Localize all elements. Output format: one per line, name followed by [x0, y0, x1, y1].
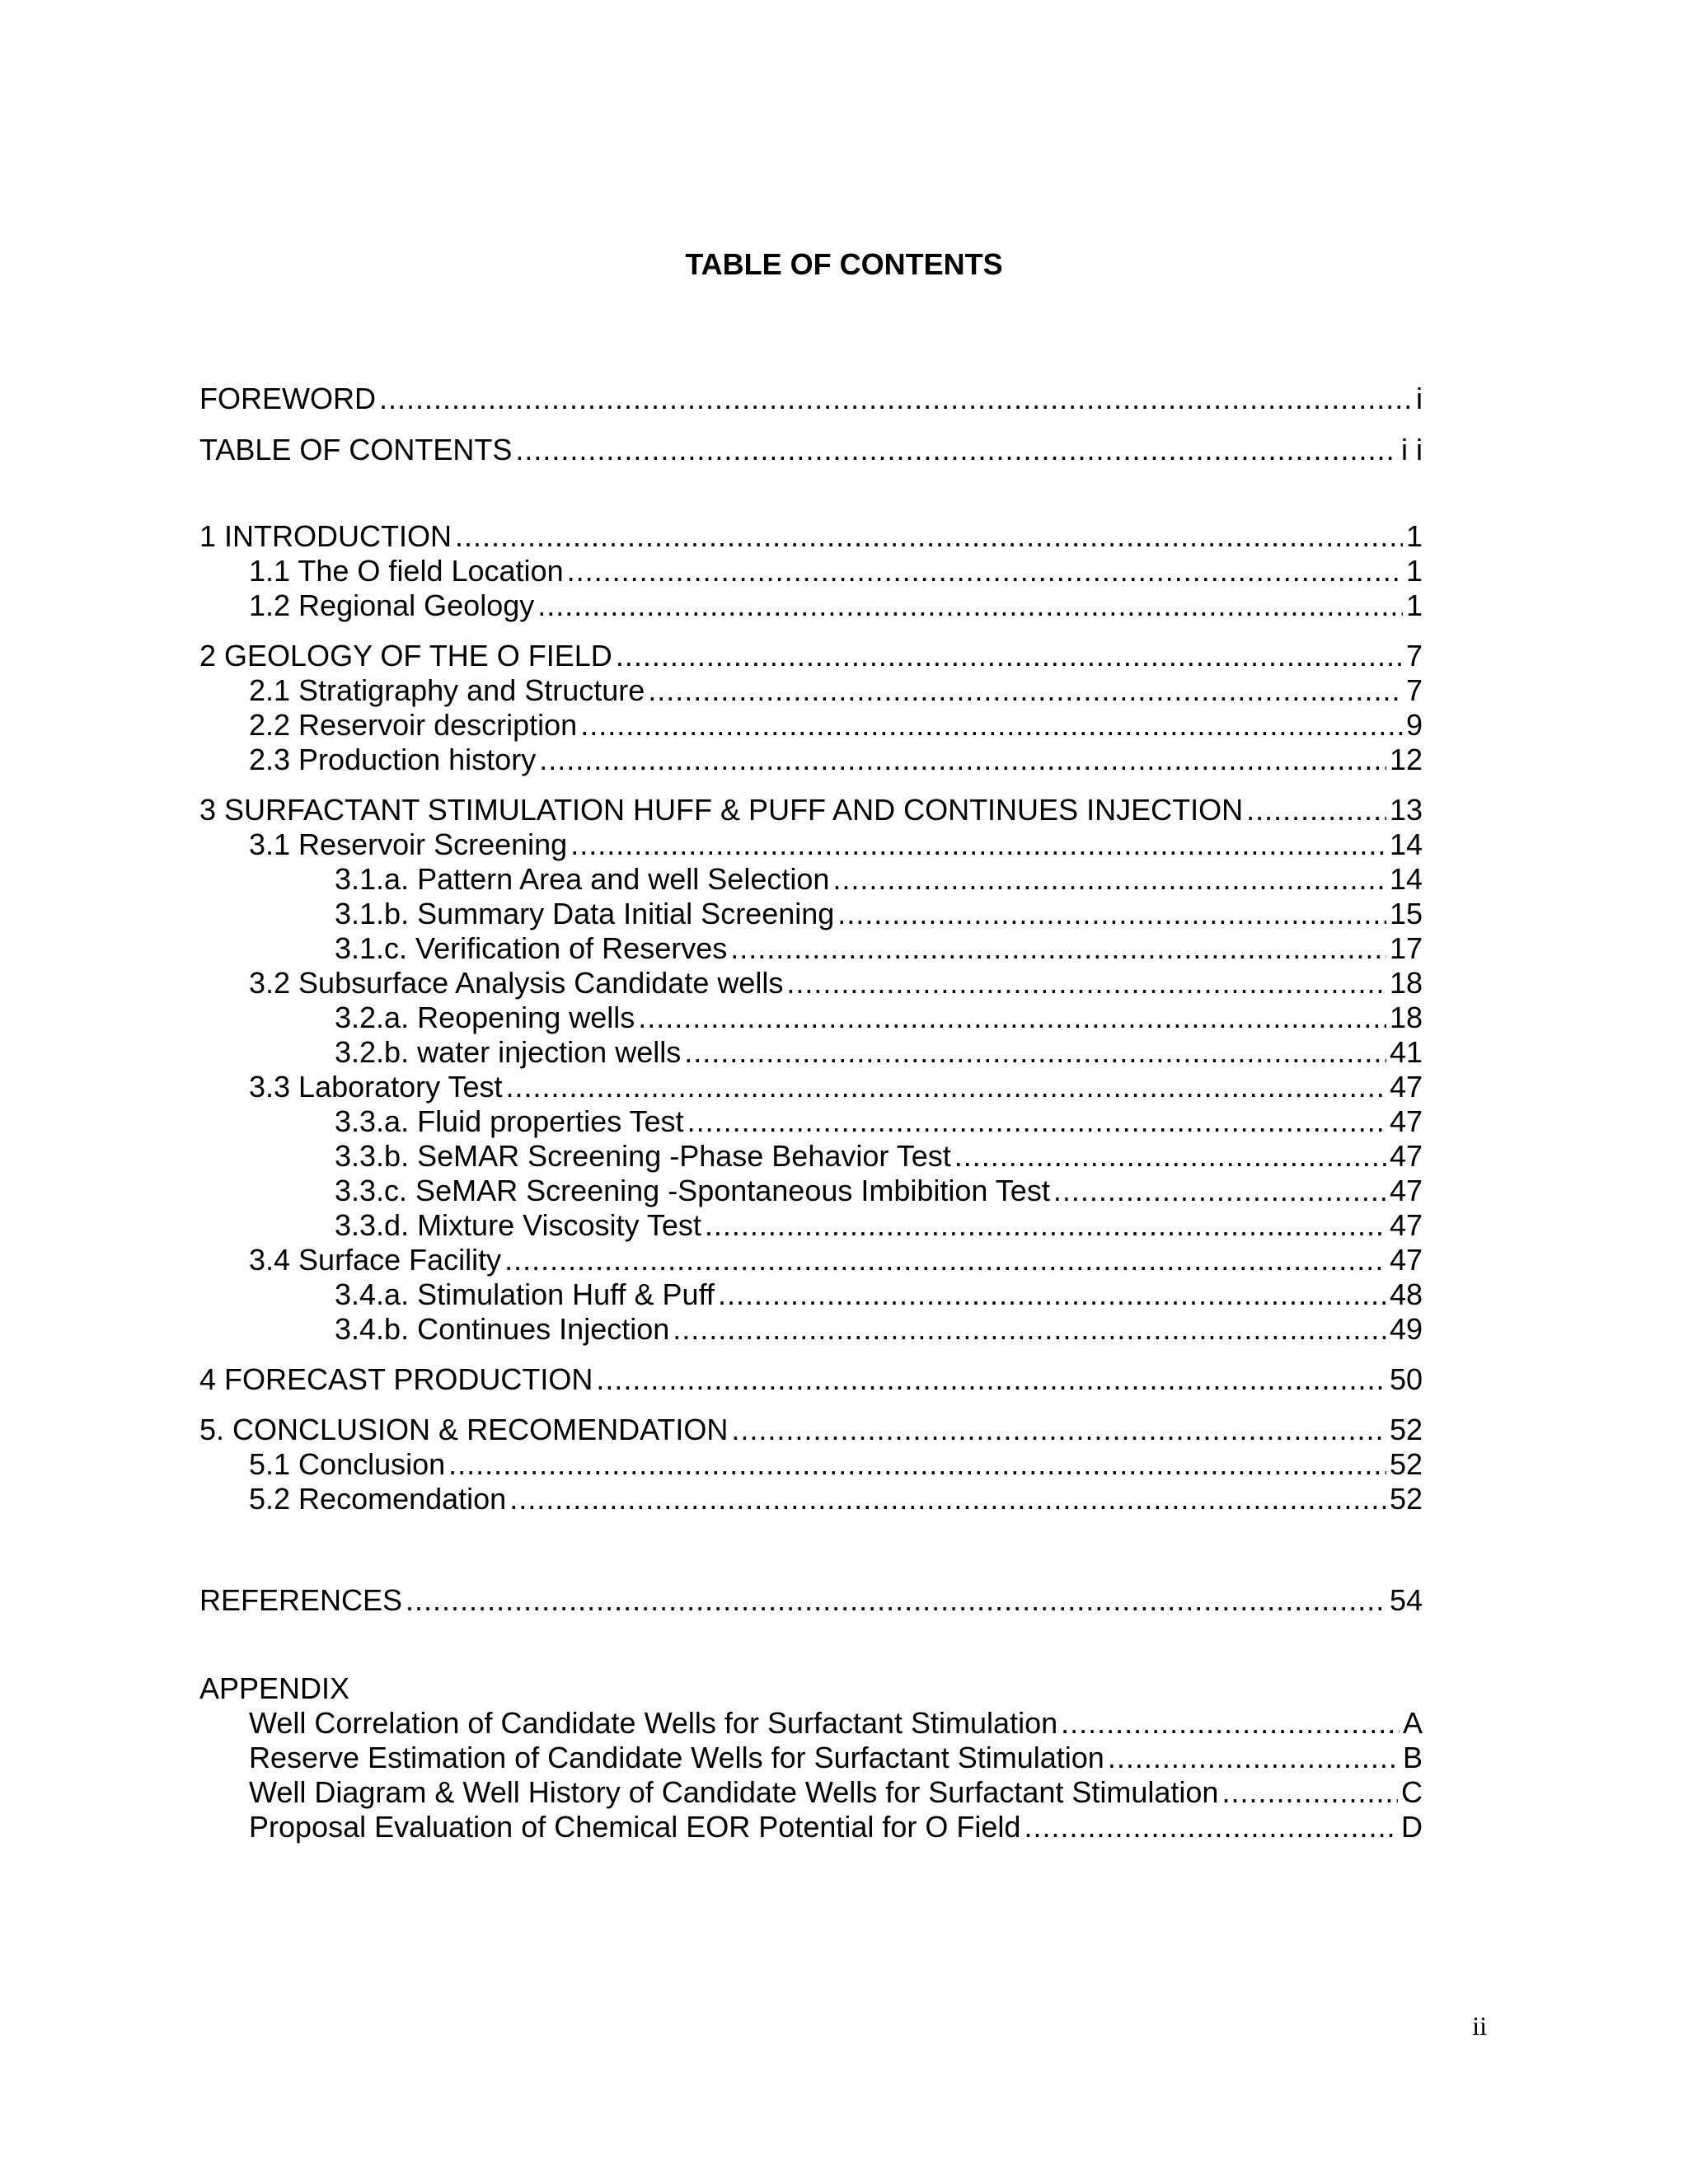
dot-leader [731, 1413, 1386, 1447]
toc-entry-geology[interactable] [199, 639, 1423, 673]
appendix-item-b[interactable] [249, 1741, 1423, 1775]
toc-entry-table-of-contents[interactable] [199, 433, 1423, 467]
toc-entry-page: 52 [1389, 1482, 1423, 1516]
toc-entry-label: 2.3 Production history [249, 743, 537, 776]
toc-entry-page: 48 [1389, 1277, 1423, 1311]
toc-entry-label: 4 FORECAST PRODUCTION [199, 1362, 593, 1396]
toc-entry-label: 5. CONCLUSION & RECOMENDATION [199, 1413, 729, 1446]
appendix-item-page: D [1401, 1810, 1423, 1844]
toc-entry-3-4-a[interactable] [335, 1277, 1423, 1312]
dot-leader [455, 519, 1403, 554]
toc-entry-label: 3.3.c. SeMAR Screening -Spontaneous Imbibition Test [335, 1174, 1050, 1207]
dot-leader [448, 1447, 1386, 1482]
appendix-item-page: C [1401, 1775, 1423, 1809]
dot-leader [705, 1208, 1386, 1243]
toc-entry-page: 41 [1389, 1035, 1423, 1069]
toc-entry-page: 52 [1389, 1413, 1423, 1446]
table-of-contents [199, 0, 1423, 1978]
toc-entry-page: 13 [1389, 793, 1423, 827]
dot-leader [504, 1243, 1386, 1277]
toc-entry-label: 3.4.a. Stimulation Huff & Puff [335, 1277, 715, 1311]
appendix-item-label: Well Diagram & Well History of Candidate Wells for Surfactant Stimulation [249, 1775, 1219, 1809]
toc-entry-3-2[interactable] [249, 966, 1423, 1001]
toc-entry-page: 7 [1405, 639, 1423, 673]
toc-entry-label: FOREWORD [199, 382, 376, 415]
toc-entry-page: 1 [1405, 519, 1423, 553]
dot-leader [1108, 1741, 1400, 1775]
toc-entry-label: 3.2.a. Reopening wells [335, 1001, 635, 1034]
appendix-item-label: Well Correlation of Candidate Wells for Surfactant Stimulation [249, 1706, 1058, 1740]
toc-entry-page: 12 [1389, 743, 1423, 776]
dot-leader [673, 1312, 1386, 1347]
dot-leader [616, 639, 1403, 673]
toc-entry-label: 2.1 Stratigraphy and Structure [249, 673, 645, 707]
toc-entry-3-1[interactable] [249, 827, 1423, 862]
toc-entry-label: 3.4 Surface Facility [249, 1243, 502, 1277]
toc-entry-3-3-a[interactable] [335, 1104, 1423, 1139]
dot-leader [570, 827, 1386, 862]
dot-leader [648, 673, 1403, 708]
toc-entry-label: 3 SURFACTANT STIMULATION HUFF & PUFF AND CONTINUES INJECTION [199, 793, 1244, 827]
toc-entry-label: 3.3.d. Mixture Viscosity Test [335, 1208, 701, 1242]
toc-entry-label: REFERENCES [199, 1583, 403, 1617]
dot-leader [1221, 1775, 1398, 1810]
appendix-item-label: Proposal Evaluation of Chemical EOR Potential for O Field [249, 1810, 1021, 1844]
dot-leader [684, 1035, 1386, 1070]
toc-entry-surfactant[interactable] [199, 793, 1423, 827]
toc-entry-page: 49 [1389, 1312, 1423, 1346]
page-title: TABLE OF CONTENTS [685, 247, 1003, 281]
dot-leader [596, 1362, 1386, 1397]
toc-entry-3-1-b[interactable] [335, 897, 1423, 931]
toc-entry-page: 7 [1405, 673, 1423, 707]
dot-leader [718, 1277, 1386, 1312]
toc-entry-label: 2.2 Reservoir description [249, 708, 578, 742]
toc-entry-page: 52 [1389, 1447, 1423, 1481]
dot-leader [539, 743, 1386, 777]
appendix-item-c[interactable] [249, 1775, 1423, 1810]
dot-leader [580, 708, 1403, 743]
toc-entry-foreword[interactable] [199, 382, 1423, 416]
toc-entry-label: 2 GEOLOGY OF THE O FIELD [199, 639, 612, 673]
toc-entry-references[interactable] [199, 1583, 1423, 1618]
toc-entry-2-1[interactable] [249, 673, 1423, 708]
toc-entry-label: 1.2 Regional Geology [249, 588, 535, 622]
toc-entry-3-3-d[interactable] [335, 1208, 1423, 1243]
toc-entry-3-3-b[interactable] [335, 1139, 1423, 1174]
dot-leader [509, 1482, 1386, 1516]
dot-leader [379, 382, 1413, 416]
toc-entry-conclusion[interactable] [199, 1413, 1423, 1447]
toc-entry-page: 17 [1389, 931, 1423, 965]
dot-leader [832, 862, 1386, 897]
toc-entry-page: 47 [1389, 1104, 1423, 1138]
toc-entry-label: 3.1.a. Pattern Area and well Selection [335, 862, 830, 896]
toc-entry-5-2[interactable] [249, 1482, 1423, 1516]
toc-entry-3-4[interactable] [249, 1243, 1423, 1277]
toc-entry-label: 5.1 Conclusion [249, 1447, 446, 1481]
toc-entry-page: i [1416, 382, 1423, 415]
toc-entry-3-1-c[interactable] [335, 931, 1423, 966]
toc-entry-page: 47 [1389, 1070, 1423, 1104]
toc-entry-page: 14 [1389, 862, 1423, 896]
toc-entry-page: 54 [1389, 1583, 1423, 1617]
dot-leader [638, 1001, 1386, 1035]
appendix-item-d[interactable] [249, 1810, 1423, 1844]
toc-entry-page: 47 [1389, 1139, 1423, 1173]
toc-entry-page: i i [1401, 433, 1423, 466]
dot-leader [1246, 793, 1386, 827]
toc-entry-label: 3.3.a. Fluid properties Test [335, 1104, 684, 1138]
toc-entry-label: 3.3.b. SeMAR Screening -Phase Behavior Test [335, 1139, 951, 1173]
toc-entry-label: 3.2.b. water injection wells [335, 1035, 682, 1069]
toc-entry-3-2-b[interactable] [335, 1035, 1423, 1070]
dot-leader [1024, 1810, 1398, 1844]
toc-entry-page: 47 [1389, 1208, 1423, 1242]
toc-entry-label: 3.3 Laboratory Test [249, 1070, 503, 1104]
toc-entry-page: 1 [1405, 588, 1423, 622]
dot-leader [567, 554, 1403, 588]
toc-entry-1-1[interactable] [249, 554, 1423, 588]
dot-leader [837, 897, 1386, 931]
toc-entry-label: 5.2 Recomendation [249, 1482, 507, 1516]
toc-entry-page: 14 [1389, 827, 1423, 861]
toc-entry-label: 1 INTRODUCTION [199, 519, 452, 553]
appendix-item-page: A [1402, 1706, 1423, 1740]
toc-entry-page: 18 [1389, 966, 1423, 1000]
dot-leader [506, 1070, 1386, 1104]
dot-leader [406, 1583, 1386, 1618]
toc-entry-2-2[interactable] [249, 708, 1423, 743]
toc-entry-1-2[interactable] [249, 588, 1423, 623]
appendix-item-label: Reserve Estimation of Candidate Wells for Surfactant Stimulation [249, 1741, 1104, 1774]
toc-entry-page: 1 [1405, 554, 1423, 588]
toc-entry-3-3-c[interactable] [335, 1174, 1423, 1208]
toc-entry-page: 15 [1389, 897, 1423, 930]
toc-entry-label: 1.1 The O field Location [249, 554, 564, 588]
toc-entry-forecast[interactable] [199, 1362, 1423, 1397]
dot-leader [954, 1139, 1386, 1174]
appendix-item-a[interactable] [249, 1706, 1423, 1741]
toc-entry-introduction[interactable] [199, 519, 1423, 554]
dot-leader [786, 966, 1386, 1001]
dot-leader [730, 931, 1386, 966]
toc-entry-label: 3.2 Subsurface Analysis Candidate wells [249, 966, 784, 1000]
toc-entry-3-2-a[interactable] [335, 1001, 1423, 1035]
page-number: ii [1472, 2011, 1487, 2041]
toc-entry-3-3[interactable] [249, 1070, 1423, 1104]
toc-entry-page: 47 [1389, 1243, 1423, 1277]
toc-entry-page: 47 [1389, 1174, 1423, 1207]
dot-leader [1061, 1706, 1400, 1741]
toc-entry-3-1-a[interactable] [335, 862, 1423, 897]
toc-entry-2-3[interactable] [249, 743, 1423, 777]
dot-leader [537, 588, 1403, 623]
toc-entry-5-1[interactable] [249, 1447, 1423, 1482]
toc-entry-3-4-b[interactable] [335, 1312, 1423, 1347]
toc-entry-label: 3.1 Reservoir Screening [249, 827, 568, 861]
appendix-item-page: B [1402, 1741, 1423, 1774]
toc-entry-page: 18 [1389, 1001, 1423, 1034]
toc-entry-page: 50 [1389, 1362, 1423, 1396]
toc-entry-page: 9 [1405, 708, 1423, 742]
toc-entry-label: TABLE OF CONTENTS [199, 433, 513, 466]
toc-entry-label: 3.4.b. Continues Injection [335, 1312, 670, 1346]
dot-leader [515, 433, 1398, 467]
appendix-heading: APPENDIX [199, 1671, 350, 1705]
toc-entry-label: 3.1.b. Summary Data Initial Screening [335, 897, 835, 930]
toc-entry-label: 3.1.c. Verification of Reserves [335, 931, 728, 965]
dot-leader [687, 1104, 1386, 1139]
dot-leader [1053, 1174, 1386, 1208]
